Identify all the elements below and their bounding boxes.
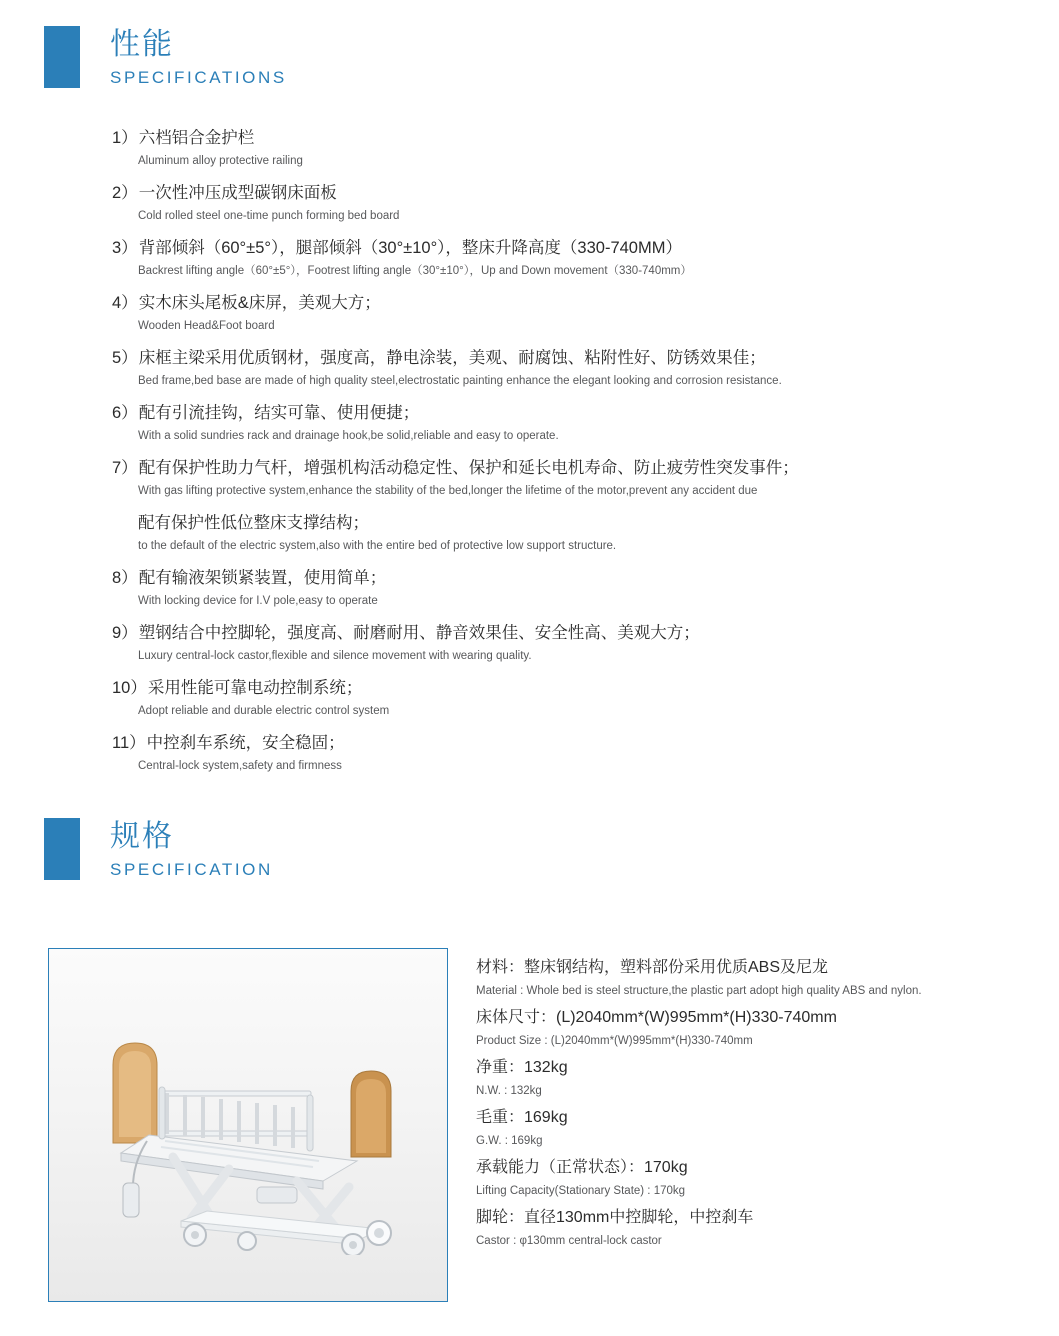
feature-number: 7） <box>112 459 138 477</box>
section-accent-bar <box>44 818 80 880</box>
feature-list <box>112 125 972 785</box>
spec-label-cn: 承载能力（正常状态）：170kg <box>476 1159 688 1176</box>
list-item <box>112 730 972 776</box>
list-item <box>112 290 972 336</box>
feature-text-cn <box>138 510 972 536</box>
spec-label-cn: 毛重：169kg <box>476 1109 568 1126</box>
section-title-group <box>110 26 287 90</box>
feature-text-en: Aluminum alloy protective railing <box>138 155 303 167</box>
spec-item <box>476 1004 1021 1051</box>
feature-number: 10） <box>112 679 147 697</box>
spec-label-en: Product Size : (L)2040mm*(W)995mm*(H)330-740mm <box>476 1035 753 1047</box>
feature-number: 1） <box>112 129 138 147</box>
spec-label-cn: 材料：整床钢结构，塑料部份采用优质ABS及尼龙 <box>476 959 829 976</box>
list-item <box>112 675 972 721</box>
feature-label-cn: 配有保护性助力气杆，增强机构活动稳定性、保护和延长电机寿命、防止疲劳性突发事件； <box>138 459 799 477</box>
spec-label-cn: 脚轮：直径130mm中控脚轮，中控刹车 <box>476 1209 754 1226</box>
feature-text-en: With gas lifting protective system,enhance the stability of the bed,longer the lifetime of the motor,prevent any accident due <box>138 485 758 497</box>
feature-text-en: Backrest lifting angle（60°±5°），Footrest lifting angle（30°±10°），Up and Down movement（330-740mm） <box>138 265 692 277</box>
feature-text-cn <box>112 455 972 481</box>
list-item <box>112 565 972 611</box>
feature-text-cn <box>112 180 972 206</box>
feature-text-cn <box>112 125 972 151</box>
spec-item <box>476 1054 1021 1101</box>
feature-text-cn <box>112 620 972 646</box>
product-detail-block <box>48 948 1028 1302</box>
feature-text-en: Central-lock system,safety and firmness <box>138 760 342 772</box>
feature-number: 8） <box>112 569 138 587</box>
feature-text-cn <box>112 290 972 316</box>
spec-item <box>476 1154 1021 1201</box>
feature-label-cn: 实木床头尾板&床屏，美观大方； <box>138 294 381 312</box>
feature-label-cn: 床框主梁采用优质钢材，强度高，静电涂装，美观、耐腐蚀、粘附性好、防锈效果佳； <box>138 349 766 367</box>
list-item <box>112 400 972 446</box>
feature-text-en: Luxury central-lock castor,flexible and silence movement with wearing quality. <box>138 650 532 662</box>
spec-label-en: Material : Whole bed is steel structure,the plastic part adopt high quality ABS and nylon. <box>476 985 922 997</box>
list-item <box>112 510 972 556</box>
feature-number: 3） <box>112 239 138 257</box>
feature-text-en: to the default of the electric system,also with the entire bed of protective low support structure. <box>138 540 617 552</box>
feature-text-cn <box>112 565 972 591</box>
feature-text-en: Cold rolled steel one-time punch forming bed board <box>138 210 400 222</box>
section-title-en: SPECIFICATIONS <box>110 68 287 87</box>
feature-label-cn: 配有引流挂钩，结实可靠、使用便捷； <box>138 404 420 422</box>
feature-text-cn <box>112 675 972 701</box>
feature-number: 6） <box>112 404 138 422</box>
feature-text-cn <box>112 235 972 261</box>
feature-number: 11） <box>112 734 146 752</box>
feature-number: 5） <box>112 349 138 367</box>
section-title-en: SPECIFICATION <box>110 860 273 879</box>
list-item <box>112 345 972 391</box>
spec-item <box>476 954 1021 1001</box>
feature-text-en: With a solid sundries rack and drainage hook,be solid,reliable and easy to operate. <box>138 430 559 442</box>
feature-number: 4） <box>112 294 138 312</box>
spec-label-en: N.W. : 132kg <box>476 1085 542 1097</box>
product-image <box>48 948 448 1302</box>
feature-text-cn <box>112 730 972 756</box>
feature-number: 9） <box>112 624 138 642</box>
feature-label-cn: 配有输液架锁紧装置，使用简单； <box>138 569 387 587</box>
feature-label-cn: 六档铝合金护栏 <box>138 129 255 147</box>
spec-item <box>476 1204 1021 1251</box>
list-item <box>112 235 972 281</box>
section-accent-bar <box>44 26 80 88</box>
list-item <box>112 180 972 226</box>
section-title-group <box>110 818 273 882</box>
spec-label-en: G.W. : 169kg <box>476 1135 543 1147</box>
spec-label-en: Castor : φ130mm central-lock castor <box>476 1235 662 1247</box>
spec-label-cn: 净重：132kg <box>476 1059 568 1076</box>
feature-label-cn: 塑钢结合中控脚轮，强度高、耐磨耐用、静音效果佳、安全性高、美观大方； <box>138 624 700 642</box>
hospital-bed-illustration <box>61 995 435 1255</box>
feature-text-cn <box>112 400 972 426</box>
section-title-cn: 性能 <box>110 28 174 61</box>
feature-label-cn: 采用性能可靠电动控制系统； <box>147 679 363 697</box>
feature-text-en: Adopt reliable and durable electric control system <box>138 705 390 717</box>
specifications-section-header <box>44 26 287 90</box>
list-item <box>112 125 972 171</box>
section-title-cn: 规格 <box>110 820 174 853</box>
feature-text-en: Bed frame,bed base are made of high quality steel,electrostatic painting enhance the elegant looking and corrosion resistance. <box>138 375 782 387</box>
feature-label-cn: 配有保护性低位整床支撑结构； <box>138 514 369 532</box>
feature-text-en: Wooden Head&Foot board <box>138 320 275 332</box>
feature-label-cn: 背部倾斜（60°±5°），腿部倾斜（30°±10°），整床升降高度（330-740MM） <box>138 239 682 257</box>
feature-label-cn: 一次性冲压成型碳钢床面板 <box>138 184 337 202</box>
specification-section-header <box>44 818 273 882</box>
list-item <box>112 620 972 666</box>
list-item <box>112 455 972 501</box>
feature-text-cn <box>112 345 972 371</box>
feature-label-cn: 中控刹车系统，安全稳固； <box>146 734 345 752</box>
spec-label-en: Lifting Capacity(Stationary State) : 170kg <box>476 1185 686 1197</box>
product-spec-list <box>476 948 1021 1302</box>
feature-number: 2） <box>112 184 138 202</box>
spec-item <box>476 1104 1021 1151</box>
spec-label-cn: 床体尺寸：(L)2040mm*(W)995mm*(H)330-740mm <box>476 1009 837 1026</box>
feature-text-en: With locking device for I.V pole,easy to operate <box>138 595 378 607</box>
